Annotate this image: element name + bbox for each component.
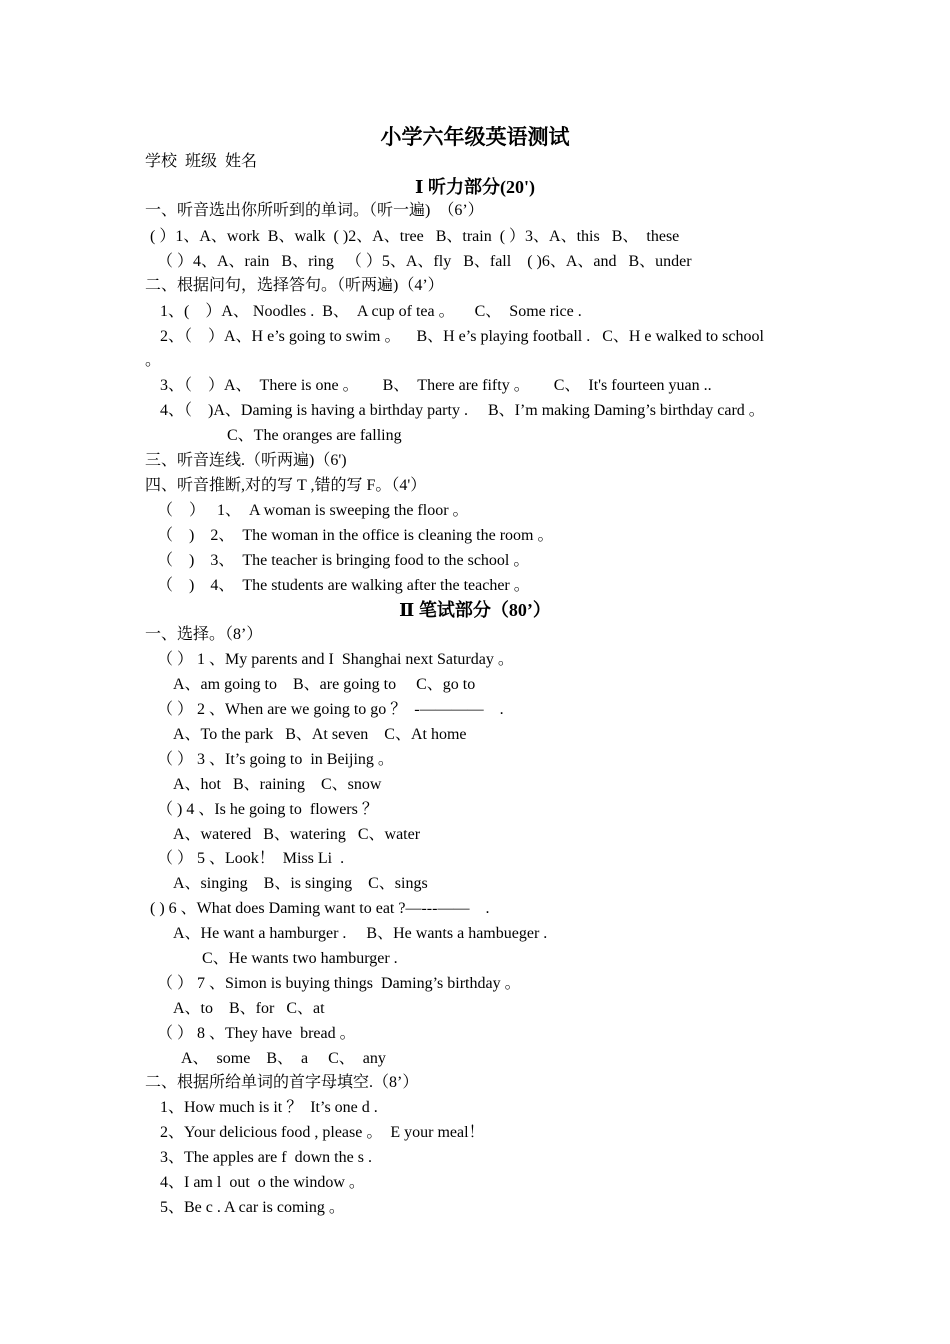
part1-s1-row1: ( ）1、A、work B、walk ( )2、A、tree B、train ( ）3、A、this B、 these (150, 228, 680, 245)
part2-s1-q4-options: A、watered B、watering C、water (173, 826, 421, 843)
part1-s1-title: 一、听音选出你所听到的单词。（听一遍) （6’） (145, 202, 484, 219)
part2-s2-item: 2、Your delicious food , please 。 E your meal！ (160, 1124, 485, 1141)
part1-s3-title: 三、听音连线.（听两遍)（6') (145, 452, 347, 469)
part1-s4-item: （ ) 3、 The teacher is bringing food to the school 。 (157, 552, 530, 569)
part2-s1-q2-options: A、To the park B、At seven C、At home (173, 726, 467, 743)
part2-s1-q4: （ ) 4 、Is he going to flowers ？ (157, 801, 378, 818)
part1-s2-q2-tail: 。 (145, 352, 162, 369)
part2-s2-item: 1、How much is it ？ It’s one d . (160, 1099, 378, 1116)
part2-s2-item: 4、I am l out o the window 。 (160, 1174, 365, 1191)
part2-s1-q8: （ ） 8 、They have bread 。 (157, 1025, 356, 1042)
info-line: 学校 班级 姓名 (145, 153, 258, 170)
part2-s1-q6: ( ) 6 、What does Daming want to eat ?—---—— . (150, 900, 490, 917)
part2-s1-q5-options: A、singing B、is singing C、sings (173, 875, 428, 892)
page-title: 小学六年级英语测试 (380, 125, 570, 149)
part1-s4-item: （ ） 1、 A woman is sweeping the floor 。 (157, 502, 469, 519)
part2-s2-item: 3、The apples are f down the s . (160, 1149, 372, 1166)
part1-s2-q2: 2、（ ）A、H e’s going to swim 。 B、H e’s playing football . C、H e walked to school (160, 328, 764, 345)
part2-s1-q1-options: A、am going to B、are going to C、go to (173, 676, 476, 693)
part2-s1-q7: （ ） 7 、Simon is buying things Daming’s birthday 。 (157, 975, 521, 992)
part2-s1-q3: （ ） 3 、It’s going to in Beijing 。 (157, 751, 394, 768)
part1-s4-item: （ ) 2、 The woman in the office is cleaning the room 。 (157, 527, 554, 544)
part2-s1-title: 一、选择。（8’） (145, 626, 263, 643)
part2-heading: Ⅱ 笔试部分（80’） (399, 600, 551, 620)
part2-s1-q2: （ ） 2 、When are we going to go ？ -———— . (157, 701, 504, 718)
part1-heading: Ⅰ 听力部分(20') (415, 177, 535, 197)
part2-s1-q7-options: A、to B、for C、at (173, 1000, 325, 1017)
part2-s1-q6-options: A、He want a hamburger . B、He wants a hambueger . (173, 925, 548, 942)
part1-s2-q1: 1、( ）A、 Noodles . B、 A cup of tea 。 C、 Some rice . (160, 303, 582, 320)
part1-s2-title: 二、根据问句，选择答句。（听两遍)（4’） (145, 277, 444, 294)
part2-s1-q5: （ ） 5 、Look！ Miss Li . (157, 850, 345, 867)
part2-s1-q6-option-c: C、He wants two hamburger . (202, 950, 398, 967)
part1-s1-row2: （ ）4、A、rain B、ring （ ）5、A、fly B、fall ( )6、A、and B、under (157, 253, 692, 270)
part2-s1-q1: （ ） 1 、My parents and I Shanghai next Saturday 。 (157, 651, 514, 668)
part2-s1-q8-options: A、 some B、 a C、 any (181, 1050, 386, 1067)
part1-s2-q4-c: C、The oranges are falling (227, 427, 402, 444)
part2-s2-title: 二、根据所给单词的首字母填空.（8’） (145, 1074, 419, 1091)
part1-s4-title: 四、听音推断,对的写 T ,错的写 F。（4'） (145, 477, 427, 494)
part2-s2-item: 5、Be c . A car is coming 。 (160, 1199, 345, 1216)
part1-s4-item: （ ) 4、 The students are walking after the teacher 。 (157, 577, 530, 594)
part1-s2-q4: 4、（ )A、Daming is having a birthday party . B、I’m making Daming’s birthday card 。 (160, 402, 765, 419)
part2-s1-q3-options: A、hot B、raining C、snow (173, 776, 382, 793)
part1-s2-q3: 3、（ ）A、 There is one 。 B、 There are fifty 。 C、 It's fourteen yuan .. (160, 377, 712, 394)
